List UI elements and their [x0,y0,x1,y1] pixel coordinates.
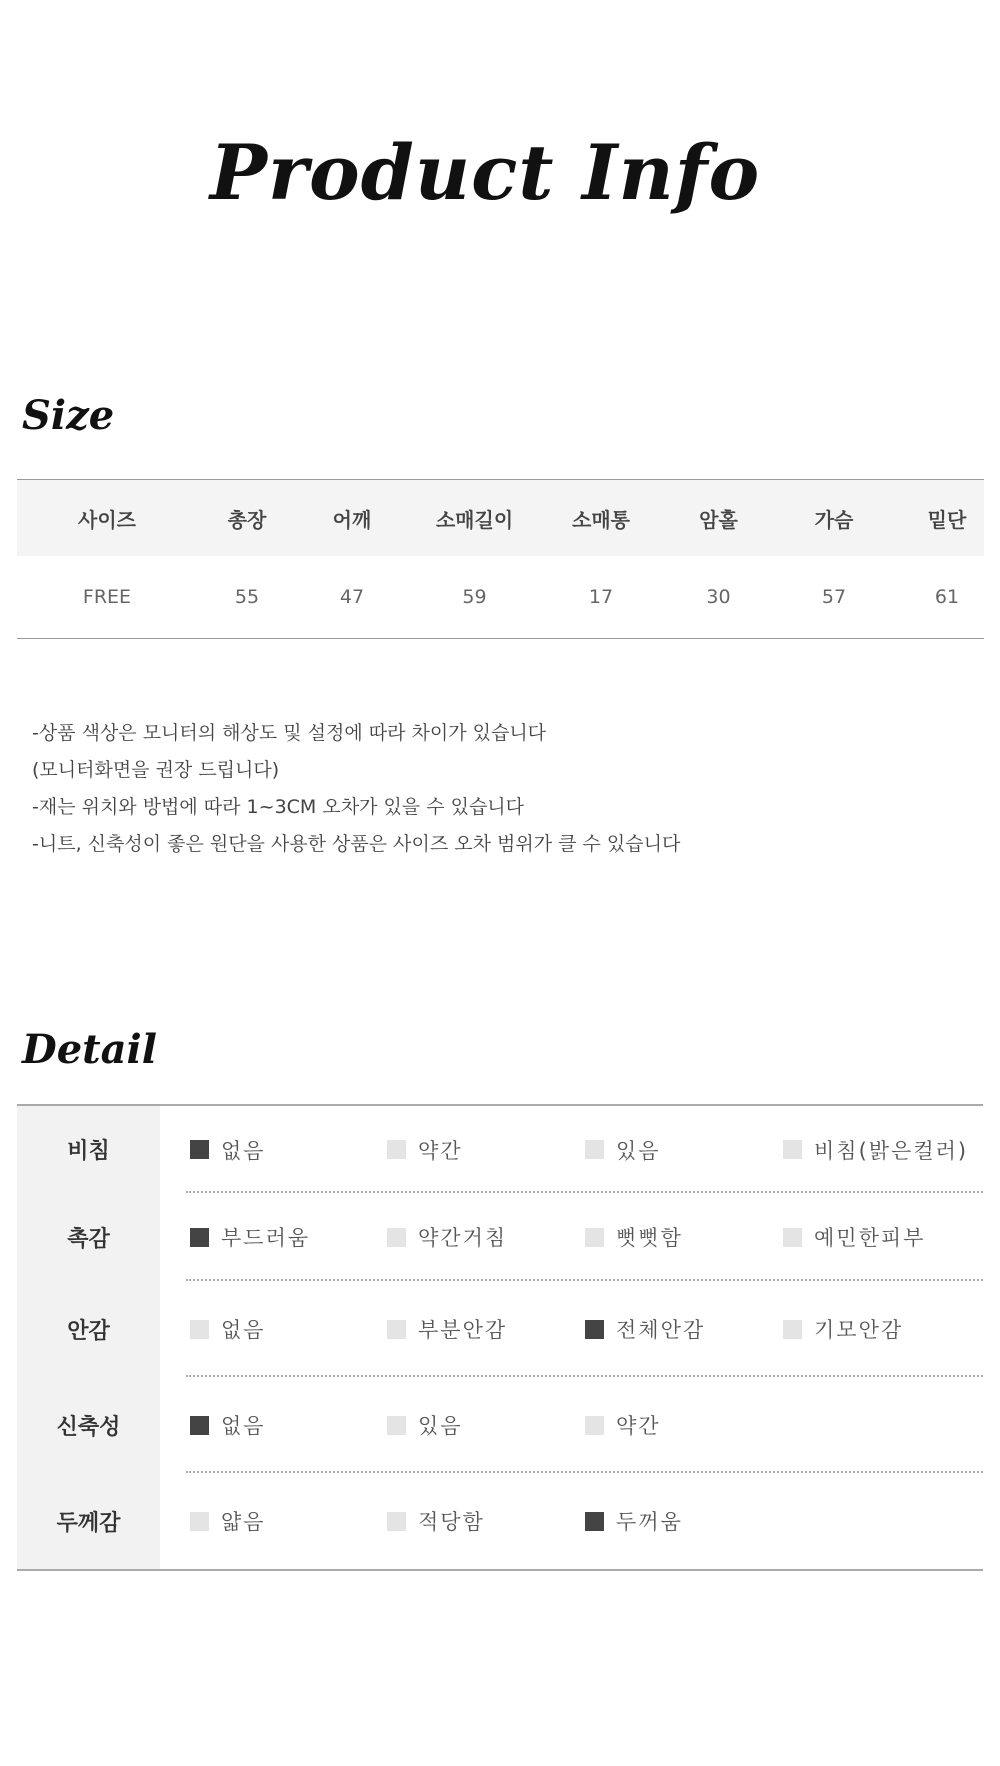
detail-option-label: 약간 [418,1138,463,1163]
detail-option [585,1314,705,1344]
detail-option [783,1314,903,1344]
detail-option-label: 약간거침 [418,1226,508,1250]
size-section-title: Size [22,392,115,439]
detail-option [783,1222,925,1252]
unchecked-box-icon [387,1416,406,1435]
size-value-cell: 59 [462,586,487,608]
size-value-cell: 61 [934,586,960,608]
detail-option [783,1135,968,1165]
checked-box-icon [585,1320,604,1339]
unchecked-box-icon [387,1320,406,1339]
detail-option-label: 두꺼움 [616,1510,683,1534]
note-line: -재는 위치와 방법에 따라 1~3CM 오차가 있을 수 있습니다 [32,796,525,818]
note-line: -상품 색상은 모니터의 해상도 및 설정에 따라 차이가 있습니다 [32,722,547,744]
detail-option-label: 있음 [616,1138,661,1163]
size-table [17,479,984,639]
detail-option [190,1135,266,1165]
detail-row-label: 신축성 [17,1377,160,1473]
detail-option [387,1222,507,1252]
unchecked-box-icon [783,1140,802,1159]
detail-options [160,1193,983,1281]
detail-row [17,1281,983,1377]
note-line: -니트, 신축성이 좋은 원단을 사용한 상품은 사이즈 오차 범위가 클 수 있습니다 [32,833,681,855]
detail-option [585,1222,683,1252]
detail-row-label: 두께감 [17,1473,160,1569]
size-table-row [17,556,984,638]
detail-option-label: 있음 [418,1414,463,1438]
detail-option [585,1506,683,1536]
detail-row-label: 촉감 [17,1193,160,1281]
detail-option-label: 뻣뻣함 [616,1226,683,1250]
detail-row [17,1473,983,1569]
size-header-cell: 총장 [227,507,267,532]
checked-box-icon [190,1140,209,1159]
size-value-cell: 30 [706,586,731,608]
unchecked-box-icon [585,1140,604,1159]
detail-option-label: 없음 [221,1138,266,1163]
detail-option [585,1135,661,1165]
unchecked-box-icon [190,1320,209,1339]
size-header-cell: 소매통 [572,507,630,532]
unchecked-box-icon [783,1228,802,1247]
size-value-cell: 17 [588,586,614,608]
detail-option-label: 비침(밝은컬러) [814,1138,969,1163]
detail-options [160,1473,983,1569]
size-value-cell: 47 [339,586,365,608]
size-header-cell: 암홀 [699,507,738,532]
detail-section-title: Detail [22,1026,157,1073]
unchecked-box-icon [585,1416,604,1435]
detail-option-label: 없음 [221,1414,266,1438]
detail-option [387,1135,463,1165]
detail-row [17,1106,983,1193]
unchecked-box-icon [190,1512,209,1531]
page-title: Product Info [209,128,761,217]
detail-option-label: 약간 [616,1414,661,1438]
detail-options [160,1106,983,1193]
detail-option [190,1222,310,1252]
detail-option-label: 부분안감 [418,1318,508,1342]
detail-option-label: 적당함 [418,1510,485,1534]
detail-option-label: 얇음 [221,1510,266,1534]
size-header-cell: 가슴 [814,507,854,532]
size-table-header [17,480,984,556]
size-value-cell: FREE [82,586,132,608]
unchecked-box-icon [783,1320,802,1339]
detail-option [387,1314,507,1344]
detail-option [190,1506,266,1536]
checked-box-icon [190,1228,209,1247]
checked-box-icon [190,1416,209,1435]
note-line: (모니터화면을 권장 드립니다) [32,759,280,781]
detail-option-label: 예민한피부 [814,1226,926,1250]
size-value-cell: 57 [821,586,847,608]
unchecked-box-icon [585,1228,604,1247]
checked-box-icon [585,1512,604,1531]
unchecked-box-icon [387,1228,406,1247]
size-header-cell: 사이즈 [78,507,136,532]
size-header-cell: 어깨 [332,507,372,532]
unchecked-box-icon [387,1512,406,1531]
detail-options [160,1377,983,1473]
detail-options [160,1281,983,1377]
detail-row [17,1377,983,1473]
notes-list [32,715,680,863]
detail-option-label: 없음 [221,1318,266,1342]
size-value-cell: 55 [234,586,260,608]
detail-option [190,1314,266,1344]
detail-option-label: 전체안감 [616,1318,706,1342]
detail-option-label: 부드러움 [221,1226,311,1250]
unchecked-box-icon [387,1140,406,1159]
detail-option [387,1410,463,1440]
detail-option [387,1506,485,1536]
detail-option [585,1410,661,1440]
detail-row-label: 안감 [17,1281,160,1377]
detail-row [17,1193,983,1281]
size-header-cell: 소매길이 [435,507,514,532]
detail-table [17,1104,983,1571]
size-header-cell: 밑단 [927,507,967,532]
detail-option-label: 기모안감 [814,1318,904,1342]
detail-row-label: 비침 [17,1106,160,1193]
detail-option [190,1410,266,1440]
